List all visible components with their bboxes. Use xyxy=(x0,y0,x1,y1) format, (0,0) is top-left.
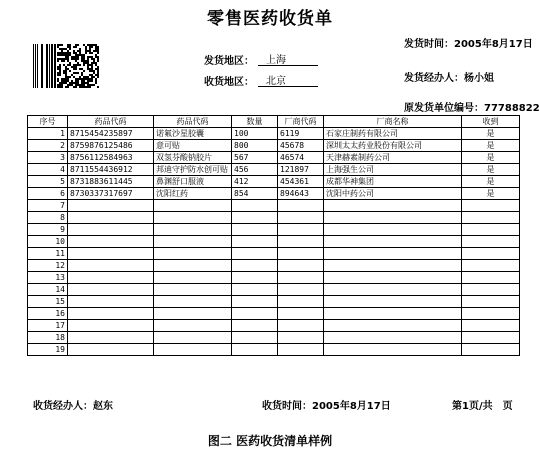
cell-drug-name: 邦迪守护防水创可贴 xyxy=(154,164,232,176)
cell-quantity: 412 xyxy=(232,176,278,188)
cell-received xyxy=(462,260,520,272)
cell-vendor-code: 45678 xyxy=(278,140,324,152)
ship-time-value: 2005年8月17日 xyxy=(454,39,533,50)
cell-index: 14 xyxy=(28,284,68,296)
table-row xyxy=(28,308,520,320)
receive-handler-value: 赵东 xyxy=(93,401,113,412)
cell-quantity xyxy=(232,308,278,320)
cell-index: 19 xyxy=(28,344,68,356)
cell-vendor-code xyxy=(278,296,324,308)
cell-drug-name xyxy=(154,296,232,308)
cell-vendor-name xyxy=(324,200,462,212)
cell-index: 9 xyxy=(28,224,68,236)
cell-quantity xyxy=(232,260,278,272)
table-row xyxy=(28,200,520,212)
cell-drug-code xyxy=(68,344,154,356)
table-row xyxy=(28,260,520,272)
cell-quantity xyxy=(232,272,278,284)
cell-index: 8 xyxy=(28,212,68,224)
cell-drug-code xyxy=(68,212,154,224)
cell-index: 11 xyxy=(28,248,68,260)
cell-index: 1 xyxy=(28,128,68,140)
cell-drug-code: 8759876125486 xyxy=(68,140,154,152)
cell-vendor-code xyxy=(278,308,324,320)
cell-vendor-name: 天津赫素制药公司 xyxy=(324,152,462,164)
cell-index: 7 xyxy=(28,200,68,212)
cell-quantity: 800 xyxy=(232,140,278,152)
table-row xyxy=(28,284,520,296)
cell-vendor-code xyxy=(278,200,324,212)
page-info: 第1页/共 页 xyxy=(452,401,513,412)
cell-vendor-code: 894643 xyxy=(278,188,324,200)
cell-received xyxy=(462,200,520,212)
cell-received: 是 xyxy=(462,152,520,164)
table-row xyxy=(28,248,520,260)
cell-quantity xyxy=(232,236,278,248)
cell-vendor-name xyxy=(324,344,462,356)
receive-region-field xyxy=(258,72,318,87)
cell-vendor-code: 6119 xyxy=(278,128,324,140)
cell-drug-code xyxy=(68,224,154,236)
cell-vendor-code: 46574 xyxy=(278,152,324,164)
receive-region-value: 北京 xyxy=(266,76,286,87)
cell-drug-name xyxy=(154,248,232,260)
cell-index: 12 xyxy=(28,260,68,272)
cell-drug-code xyxy=(68,296,154,308)
cell-quantity: 854 xyxy=(232,188,278,200)
cell-drug-name xyxy=(154,260,232,272)
table-row xyxy=(28,164,520,176)
cell-vendor-name xyxy=(324,248,462,260)
cell-drug-code xyxy=(68,308,154,320)
cell-drug-code xyxy=(68,260,154,272)
ship-region-label: 发货地区： xyxy=(204,56,254,67)
cell-vendor-code xyxy=(278,332,324,344)
cell-vendor-code xyxy=(278,272,324,284)
cell-drug-name: 意可贴 xyxy=(154,140,232,152)
table-row xyxy=(28,128,520,140)
cell-received xyxy=(462,248,520,260)
cell-quantity xyxy=(232,344,278,356)
cell-quantity: 100 xyxy=(232,128,278,140)
cell-quantity xyxy=(232,320,278,332)
cell-received xyxy=(462,308,520,320)
cell-drug-name xyxy=(154,236,232,248)
cell-quantity xyxy=(232,212,278,224)
cell-drug-code xyxy=(68,320,154,332)
cell-drug-name xyxy=(154,200,232,212)
table-row xyxy=(28,344,520,356)
receive-handler xyxy=(33,397,113,412)
cell-received xyxy=(462,224,520,236)
cell-vendor-code xyxy=(278,284,324,296)
cell-drug-code: 8711554436912 xyxy=(68,164,154,176)
table-row xyxy=(28,296,520,308)
cell-received xyxy=(462,284,520,296)
cell-drug-code xyxy=(68,272,154,284)
cell-drug-code xyxy=(68,248,154,260)
cell-vendor-name xyxy=(324,260,462,272)
cell-quantity: 567 xyxy=(232,152,278,164)
cell-index: 5 xyxy=(28,176,68,188)
table-row xyxy=(28,224,520,236)
cell-index: 15 xyxy=(28,296,68,308)
cell-received xyxy=(462,212,520,224)
ship-time xyxy=(404,35,533,50)
cell-quantity xyxy=(232,284,278,296)
cell-drug-name xyxy=(154,284,232,296)
table-row xyxy=(28,332,520,344)
origin-unit-label: 原发货单位编号： xyxy=(404,103,484,114)
cell-index: 4 xyxy=(28,164,68,176)
table-row xyxy=(28,140,520,152)
cell-vendor-name xyxy=(324,236,462,248)
table-row xyxy=(28,272,520,284)
cell-index: 2 xyxy=(28,140,68,152)
receive-region-label: 收货地区： xyxy=(204,77,254,88)
cell-received: 是 xyxy=(462,140,520,152)
ship-handler-value: 杨小姐 xyxy=(464,73,494,84)
cell-received xyxy=(462,236,520,248)
cell-vendor-name: 上海强生公司 xyxy=(324,164,462,176)
cell-drug-code xyxy=(68,332,154,344)
cell-vendor-name xyxy=(324,272,462,284)
column-header-drug-code: 药品代码 xyxy=(68,116,154,128)
cell-index: 16 xyxy=(28,308,68,320)
cell-drug-name: 双氢芬酸钠胶片 xyxy=(154,152,232,164)
cell-quantity xyxy=(232,224,278,236)
cell-index: 13 xyxy=(28,272,68,284)
table-row xyxy=(28,152,520,164)
cell-received: 是 xyxy=(462,176,520,188)
goods-table xyxy=(27,115,520,356)
cell-drug-name xyxy=(154,320,232,332)
column-header-vendor-code: 厂商代码 xyxy=(278,116,324,128)
cell-drug-code: 8756112584963 xyxy=(68,152,154,164)
cell-received: 是 xyxy=(462,164,520,176)
cell-index: 6 xyxy=(28,188,68,200)
receive-time xyxy=(262,397,391,412)
cell-drug-name xyxy=(154,308,232,320)
cell-drug-code: 8715454235897 xyxy=(68,128,154,140)
cell-vendor-code xyxy=(278,248,324,260)
cell-index: 3 xyxy=(28,152,68,164)
cell-drug-name xyxy=(154,344,232,356)
cell-vendor-code xyxy=(278,260,324,272)
cell-drug-code: 8730337317697 xyxy=(68,188,154,200)
ship-handler-label: 发货经办人： xyxy=(404,73,464,84)
cell-drug-name xyxy=(154,212,232,224)
cell-drug-name: 沈阳红药 xyxy=(154,188,232,200)
cell-received xyxy=(462,272,520,284)
ship-region-value: 上海 xyxy=(266,55,286,66)
cell-drug-name xyxy=(154,272,232,284)
cell-quantity xyxy=(232,296,278,308)
cell-drug-name xyxy=(154,224,232,236)
cell-vendor-code xyxy=(278,320,324,332)
table-row xyxy=(28,236,520,248)
cell-vendor-code: 454361 xyxy=(278,176,324,188)
cell-received xyxy=(462,344,520,356)
cell-drug-name: 鼻渊舒口服液 xyxy=(154,176,232,188)
cell-quantity xyxy=(232,332,278,344)
barcode-image xyxy=(33,44,99,88)
cell-quantity: 456 xyxy=(232,164,278,176)
column-header-received: 收到 xyxy=(462,116,520,128)
cell-drug-code xyxy=(68,236,154,248)
cell-vendor-code xyxy=(278,236,324,248)
cell-index: 17 xyxy=(28,320,68,332)
receive-time-value: 2005年8月17日 xyxy=(312,401,391,412)
cell-vendor-name xyxy=(324,212,462,224)
cell-vendor-code xyxy=(278,212,324,224)
column-header-vendor-name: 厂商名称 xyxy=(324,116,462,128)
receive-time-label: 收货时间： xyxy=(262,401,312,412)
origin-unit-code xyxy=(404,99,540,114)
origin-unit-value: 77788822 xyxy=(484,103,540,114)
cell-vendor-name: 石家庄制药有限公司 xyxy=(324,128,462,140)
cell-received xyxy=(462,296,520,308)
cell-vendor-name xyxy=(324,224,462,236)
cell-quantity xyxy=(232,248,278,260)
cell-drug-name: 诺氟沙星胶囊 xyxy=(154,128,232,140)
cell-vendor-code xyxy=(278,224,324,236)
cell-quantity xyxy=(232,200,278,212)
cell-vendor-name: 成都华神集团 xyxy=(324,176,462,188)
table-row xyxy=(28,188,520,200)
cell-vendor-name xyxy=(324,308,462,320)
cell-received: 是 xyxy=(462,128,520,140)
figure-caption: 图二 医药收货清单样例 xyxy=(207,434,333,448)
table-header-row xyxy=(28,116,520,128)
cell-index: 10 xyxy=(28,236,68,248)
cell-vendor-name: 沈阳中药公司 xyxy=(324,188,462,200)
column-header-index: 序号 xyxy=(28,116,68,128)
receive-handler-label: 收货经办人： xyxy=(33,401,93,412)
table-row xyxy=(28,212,520,224)
column-header-quantity: 数量 xyxy=(232,116,278,128)
cell-drug-code: 8731883611445 xyxy=(68,176,154,188)
document-title: 零售医药收货单 xyxy=(207,9,333,29)
cell-vendor-code xyxy=(278,344,324,356)
cell-index: 18 xyxy=(28,332,68,344)
cell-received xyxy=(462,332,520,344)
ship-handler xyxy=(404,69,494,84)
ship-time-label: 发货时间： xyxy=(404,39,454,50)
table-row xyxy=(28,176,520,188)
cell-received xyxy=(462,320,520,332)
cell-drug-code xyxy=(68,284,154,296)
cell-vendor-name xyxy=(324,296,462,308)
cell-vendor-name: 深圳太太药业股份有限公司 xyxy=(324,140,462,152)
column-header-drug-name: 药品代码 xyxy=(154,116,232,128)
cell-vendor-name xyxy=(324,332,462,344)
cell-vendor-name xyxy=(324,284,462,296)
cell-received: 是 xyxy=(462,188,520,200)
cell-vendor-name xyxy=(324,320,462,332)
ship-region-field xyxy=(258,51,318,66)
cell-drug-code xyxy=(68,200,154,212)
cell-drug-name xyxy=(154,332,232,344)
table-row xyxy=(28,320,520,332)
cell-vendor-code: 121897 xyxy=(278,164,324,176)
